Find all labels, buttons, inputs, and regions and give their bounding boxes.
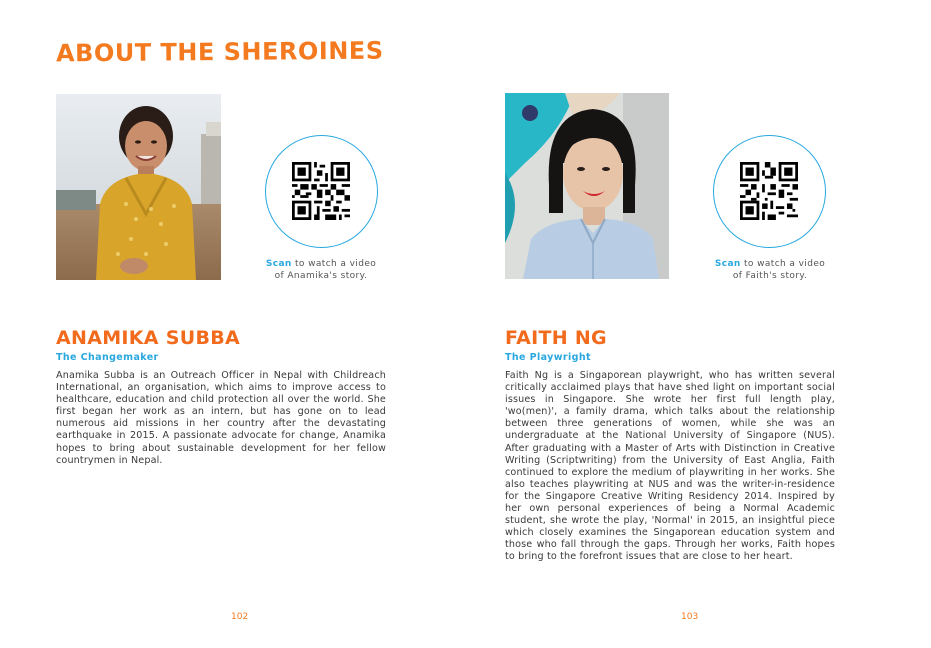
qr-code-icon[interactable] — [292, 162, 350, 220]
scan-text-line2: of Faith's story. — [732, 270, 808, 281]
page-number-right: 103 — [681, 612, 699, 622]
scan-text: to watch a video — [291, 259, 377, 269]
qr-circle-anamika — [265, 135, 378, 248]
qr-circle-faith — [713, 135, 826, 248]
anamika-photo — [56, 94, 221, 280]
scan-caption-faith — [700, 259, 840, 282]
qr-code-icon[interactable] — [740, 162, 798, 220]
scan-text-line2: of Anamika's story. — [274, 270, 368, 281]
scan-link-anamika[interactable]: Scan — [265, 259, 292, 269]
person-role-faith: The Playwright — [505, 352, 591, 363]
scan-text: to watch a video — [740, 259, 826, 269]
person-role-anamika: The Changemaker — [56, 352, 159, 363]
bio-anamika: Anamika Subba is an Outreach Officer in Nepal with Childreach International, an organisation, which aims to improve access to healthcare, education and child protection all over the world. She first began her work as an intern, but has gone on to lead numerous aid missions in her country after the devastating earthquake in 2015. A passionate advocate for change, Anamika hopes to bring about sustainable development for her fellow countrymen in Nepal. — [56, 370, 386, 466]
person-name-faith: FAITH NG — [505, 327, 607, 349]
person-name-anamika: ANAMIKA SUBBA — [56, 327, 241, 349]
bio-faith: Faith Ng is a Singaporean playwright, who has written several critically acclaimed plays that have shed light on important social issues in Singapore. She wrote her first full length play, 'wo(men)', a family drama, which talks about the relationship between three generations of women, while she was an undergraduate at the National University of Singapore (NUS). After graduating with a Master of Arts with Distinction in Creative Writing (Scriptwriting) from the University of East Anglia, Faith continued to explore the medium of playwriting in her works. She also teaches playwriting at NUS and was the writer-in-residence for the Singapore Creative Writing Residency 2014. Inspired by her own personal experiences of being a Normal Academic student, she wrote the play, 'Normal' in 2015, an insightful piece which closely examines the Singaporean education system and those who fall through the gaps. Through her works, Faith hopes to bring to the forefront issues that are close to her heart. — [505, 370, 835, 563]
page-title: ABOUT THE SHEROINES — [55, 36, 384, 68]
faith-photo — [505, 93, 669, 279]
scan-link-faith[interactable]: Scan — [714, 259, 741, 269]
scan-caption-anamika — [251, 259, 391, 282]
page-number-left: 102 — [231, 612, 249, 622]
